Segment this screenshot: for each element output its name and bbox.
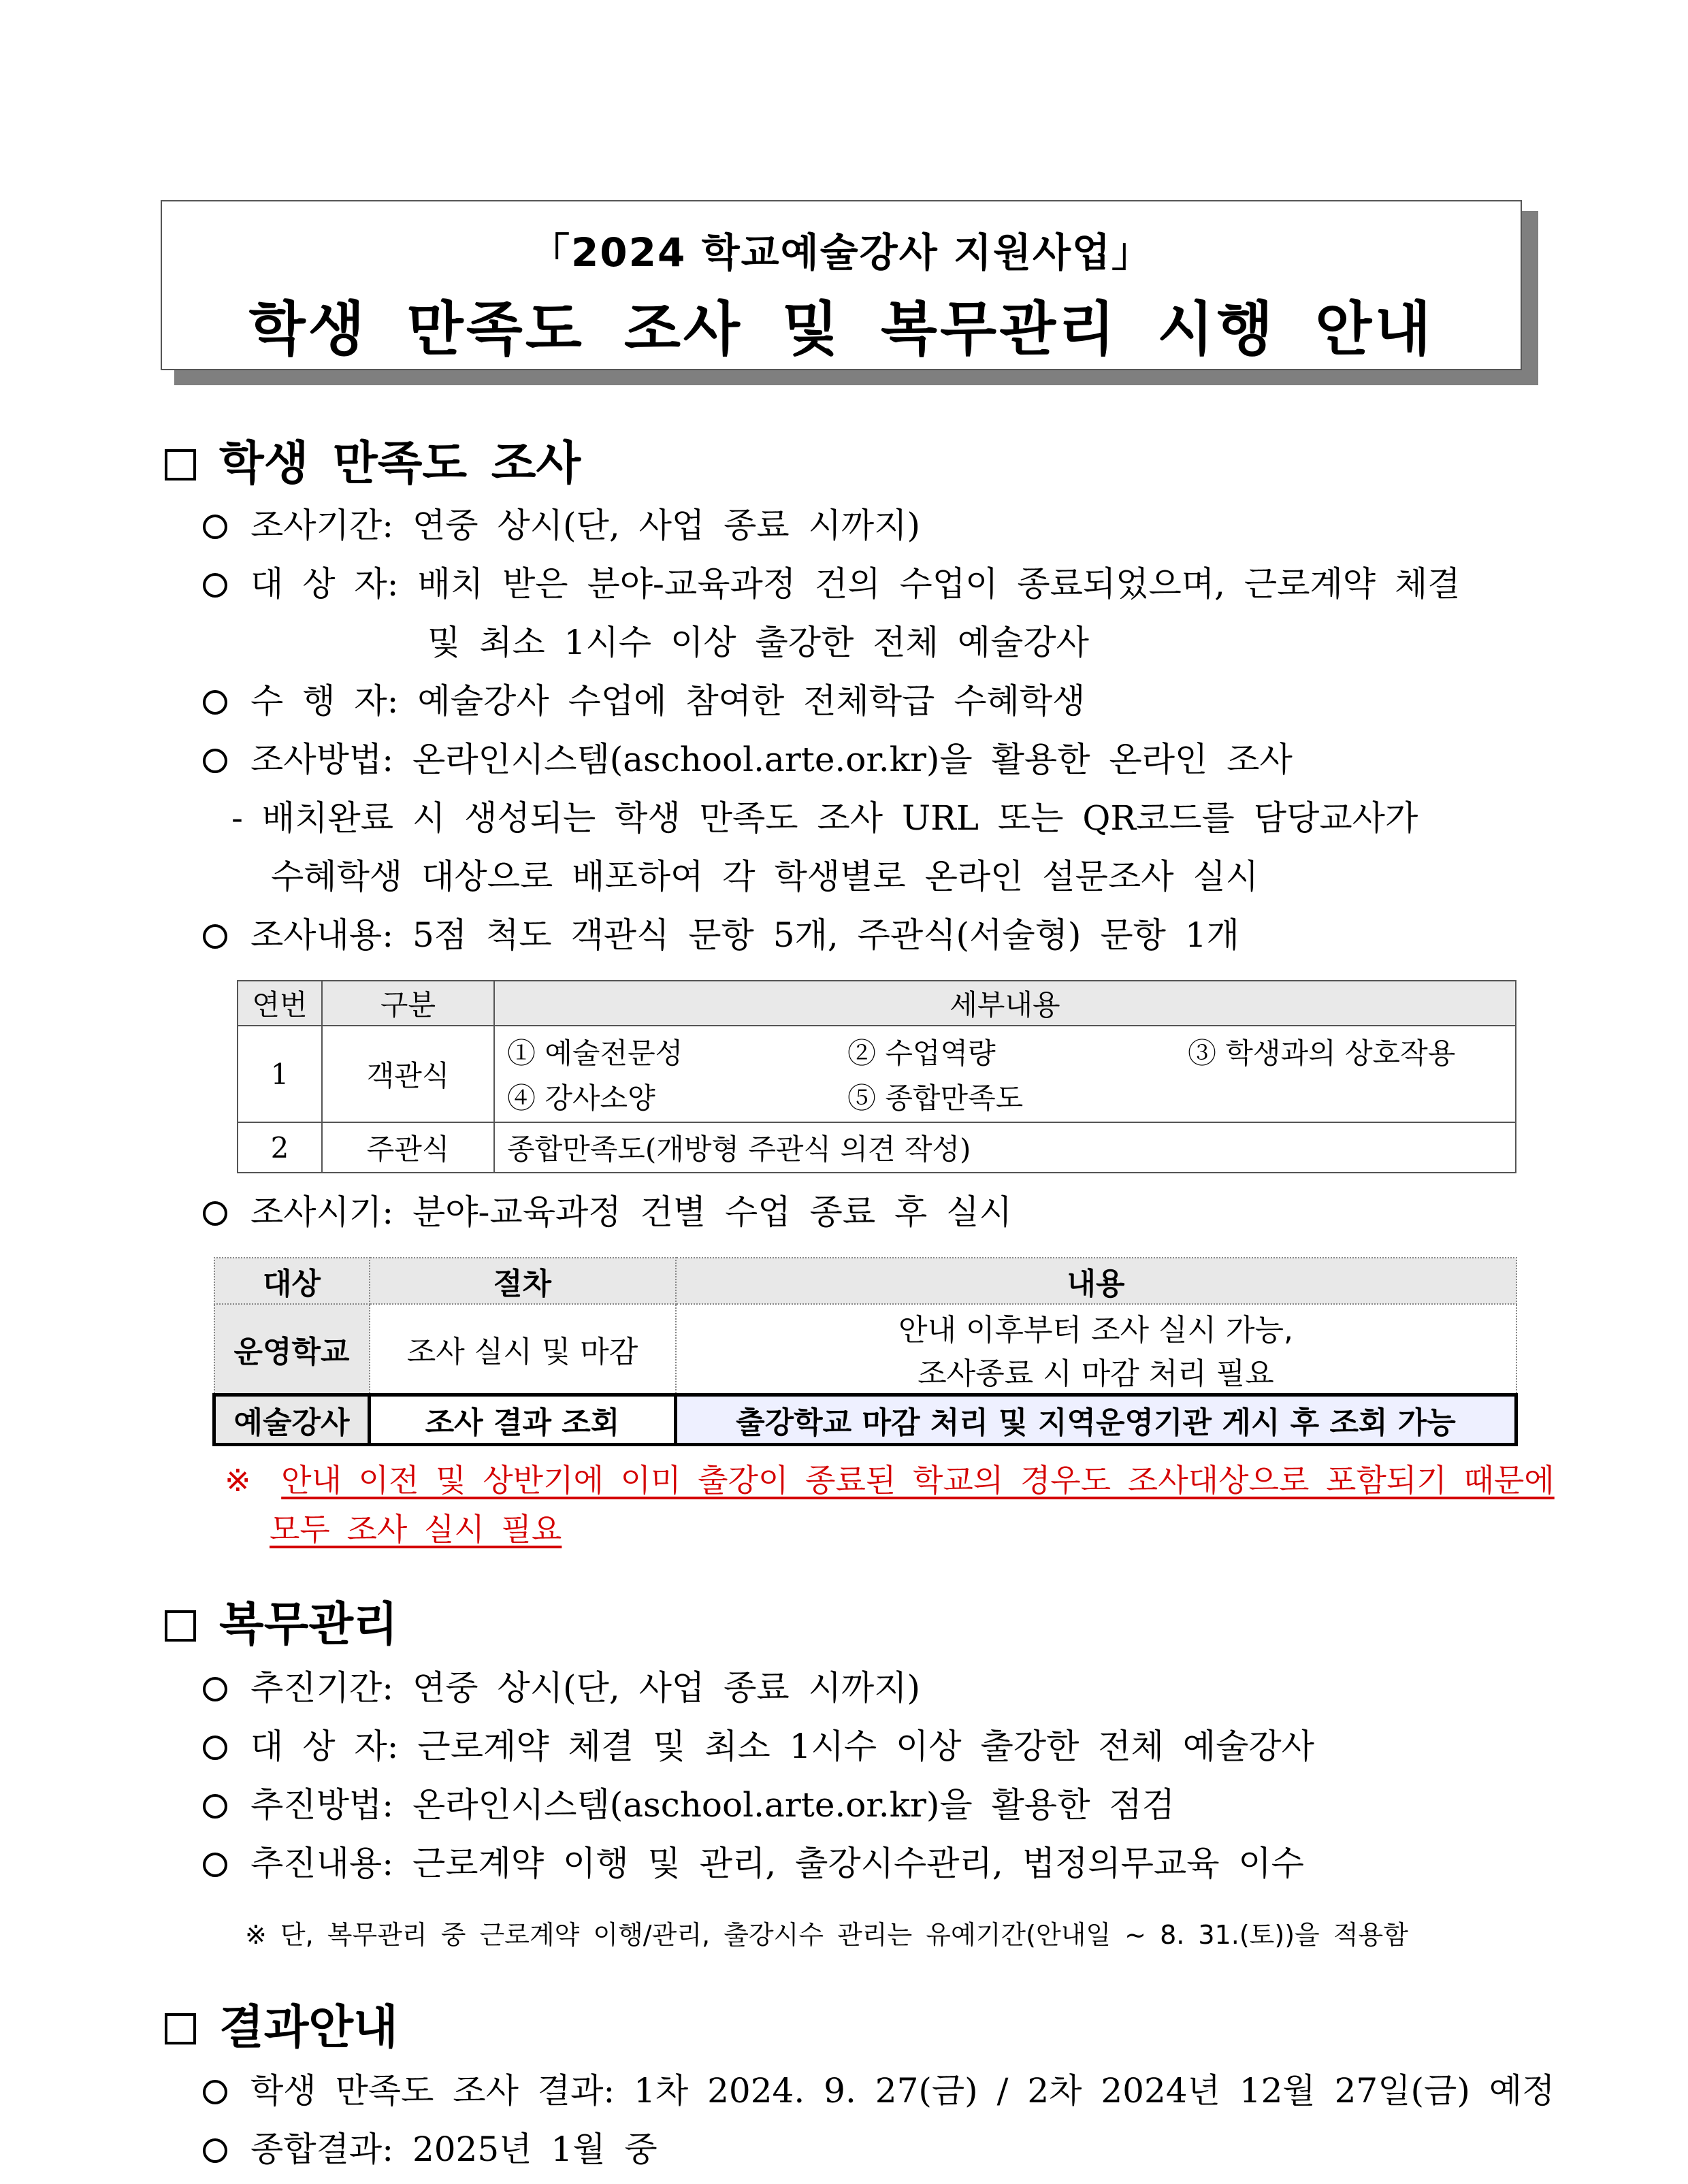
duty-target: 대 상 자: 근로계약 체결 및 최소 1시수 이상 출강한 전체 예술강사 <box>250 1727 1314 1766</box>
section-heading-label: 복무관리 <box>219 1598 398 1652</box>
section-heading-label: 결과안내 <box>219 2001 398 2055</box>
item-label: ④ 강사소양 <box>507 1081 655 1115</box>
table-header-cell: 연번 <box>238 981 322 1026</box>
table-header-row <box>214 1258 1516 1304</box>
circle-bullet-icon <box>203 515 227 539</box>
survey-target <box>250 564 1461 604</box>
survey-note-line2 <box>270 1511 562 1548</box>
survey-performer: 수 행 자: 예술강사 수업에 참여한 전체학급 수혜학생 <box>250 681 1086 721</box>
circle-bullet-icon <box>203 1735 227 1760</box>
table-header-cell: 절차 <box>370 1258 676 1304</box>
survey-method-sub2: 수혜학생 대상으로 배포하여 각 학생별로 온라인 설문조사 실시 <box>271 857 1259 896</box>
duty-method: 추진방법: 온라인시스템(aschool.arte.or.kr)을 활용한 점검 <box>250 1785 1175 1825</box>
table-cell-type: 주관식 <box>322 1122 494 1173</box>
table-row <box>238 1122 1516 1173</box>
circle-bullet-icon <box>203 2138 227 2163</box>
survey-items-table <box>237 980 1516 1173</box>
survey-procedure-table <box>212 1257 1518 1446</box>
circle-bullet-icon <box>203 1794 227 1819</box>
table-header-cell: 내용 <box>676 1258 1516 1304</box>
table-cell-target: 운영학교 <box>214 1304 370 1395</box>
survey-target-line2: 및 최소 1시수 이상 출강한 전체 예술강사 <box>427 623 1089 662</box>
duty-period: 추진기간: 연중 상시(단, 사업 종료 시까지) <box>250 1668 921 1708</box>
circle-bullet-icon <box>203 1677 227 1701</box>
item-label: ② 수업역량 <box>847 1037 996 1070</box>
checkbox-square-icon <box>165 2013 196 2044</box>
section-heading-survey <box>165 437 581 491</box>
content-line: 안내 이후부터 조사 실시 가능, <box>898 1313 1293 1348</box>
table-cell-step: 조사 실시 및 마감 <box>370 1304 676 1395</box>
table-cell-detail: 종합만족도(개방형 주관식 의견 작성) <box>494 1122 1516 1173</box>
item-label: ① 예술전문성 <box>507 1037 683 1070</box>
section-heading-duty <box>165 1598 398 1652</box>
survey-method-sub1: - 배치완료 시 생성되는 학생 만족도 조사 URL 또는 QR코드를 담당교사가 <box>231 798 1418 838</box>
page-title: 학생 만족도 조사 및 복무관리 시행 안내 <box>248 295 1434 363</box>
table-header-row <box>238 981 1516 1026</box>
section-heading-result <box>165 2001 398 2055</box>
survey-timing: 조사시기: 분야-교육과정 건별 수업 종료 후 실시 <box>250 1192 1012 1232</box>
circle-bullet-icon <box>203 690 227 715</box>
table-cell-step: 조사 결과 조회 <box>370 1395 676 1445</box>
circle-bullet-icon <box>203 924 227 949</box>
circle-bullet-icon <box>203 1853 227 1877</box>
survey-target-label: 대 상 자: <box>250 564 399 604</box>
circle-bullet-icon <box>203 749 227 773</box>
table-header-cell: 구분 <box>322 981 494 1026</box>
survey-note-line1 <box>225 1462 1555 1499</box>
circle-bullet-icon <box>203 1201 227 1226</box>
table-row <box>238 1026 1516 1122</box>
item-label: ⑤ 종합만족도 <box>847 1081 1024 1115</box>
duty-content: 추진내용: 근로계약 이행 및 관리, 출강시수관리, 법정의무교육 이수 <box>250 1844 1304 1883</box>
title-box <box>161 200 1522 370</box>
circle-bullet-icon <box>203 573 227 598</box>
table-header-cell: 대상 <box>214 1258 370 1304</box>
table-cell-content <box>676 1304 1516 1395</box>
table-cell-no: 1 <box>238 1026 322 1122</box>
table-row <box>214 1304 1516 1395</box>
checkbox-square-icon <box>165 449 196 480</box>
content-line: 조사종료 시 마감 처리 필요 <box>918 1356 1274 1391</box>
checkbox-square-icon <box>165 1610 196 1642</box>
note-mark: ※ <box>225 1462 251 1499</box>
table-cell-items <box>494 1026 1516 1122</box>
survey-method: 조사방법: 온라인시스템(aschool.arte.or.kr)을 활용한 온라인 조사 <box>250 740 1293 779</box>
item-label: ③ 학생과의 상호작용 <box>1188 1037 1456 1070</box>
table-cell-type: 객관식 <box>322 1026 494 1122</box>
duty-note: ※ 단, 복무관리 중 근로계약 이행/관리, 출강시수 관리는 유예기간(안내일 ~ 8. 31.(토))을 적용함 <box>245 1920 1408 1950</box>
table-cell-target: 예술강사 <box>214 1395 370 1445</box>
note-text: 안내 이전 및 상반기에 이미 출강이 종료된 학교의 경우도 조사대상으로 포함되기 때문에 <box>281 1462 1555 1499</box>
title-subtitle: 「2024 학교예술강사 지원사업」 <box>530 229 1153 276</box>
survey-period: 조사기간: 연중 상시(단, 사업 종료 시까지) <box>250 506 921 545</box>
survey-target-line1: 배치 받은 분야-교육과정 건의 수업이 종료되었으며, 근로계약 체결 <box>417 564 1461 604</box>
result-line1: 학생 만족도 조사 결과: 1차 2024. 9. 27(금) / 2차 2024년 12월 27일(금) 예정 <box>250 2071 1555 2110</box>
table-cell-no: 2 <box>238 1122 322 1173</box>
survey-content: 조사내용: 5점 척도 객관식 문항 5개, 주관식(서술형) 문항 1개 <box>250 915 1239 955</box>
result-line2: 종합결과: 2025년 1월 중 <box>250 2130 658 2169</box>
table-header-cell: 세부내용 <box>494 981 1516 1026</box>
section-heading-label: 학생 만족도 조사 <box>219 437 581 491</box>
table-cell-content: 출강학교 마감 처리 및 지역운영기관 게시 후 조회 가능 <box>676 1395 1516 1445</box>
note-text: 모두 조사 실시 필요 <box>270 1511 562 1548</box>
table-row-highlighted <box>214 1395 1516 1445</box>
circle-bullet-icon <box>203 2080 227 2104</box>
